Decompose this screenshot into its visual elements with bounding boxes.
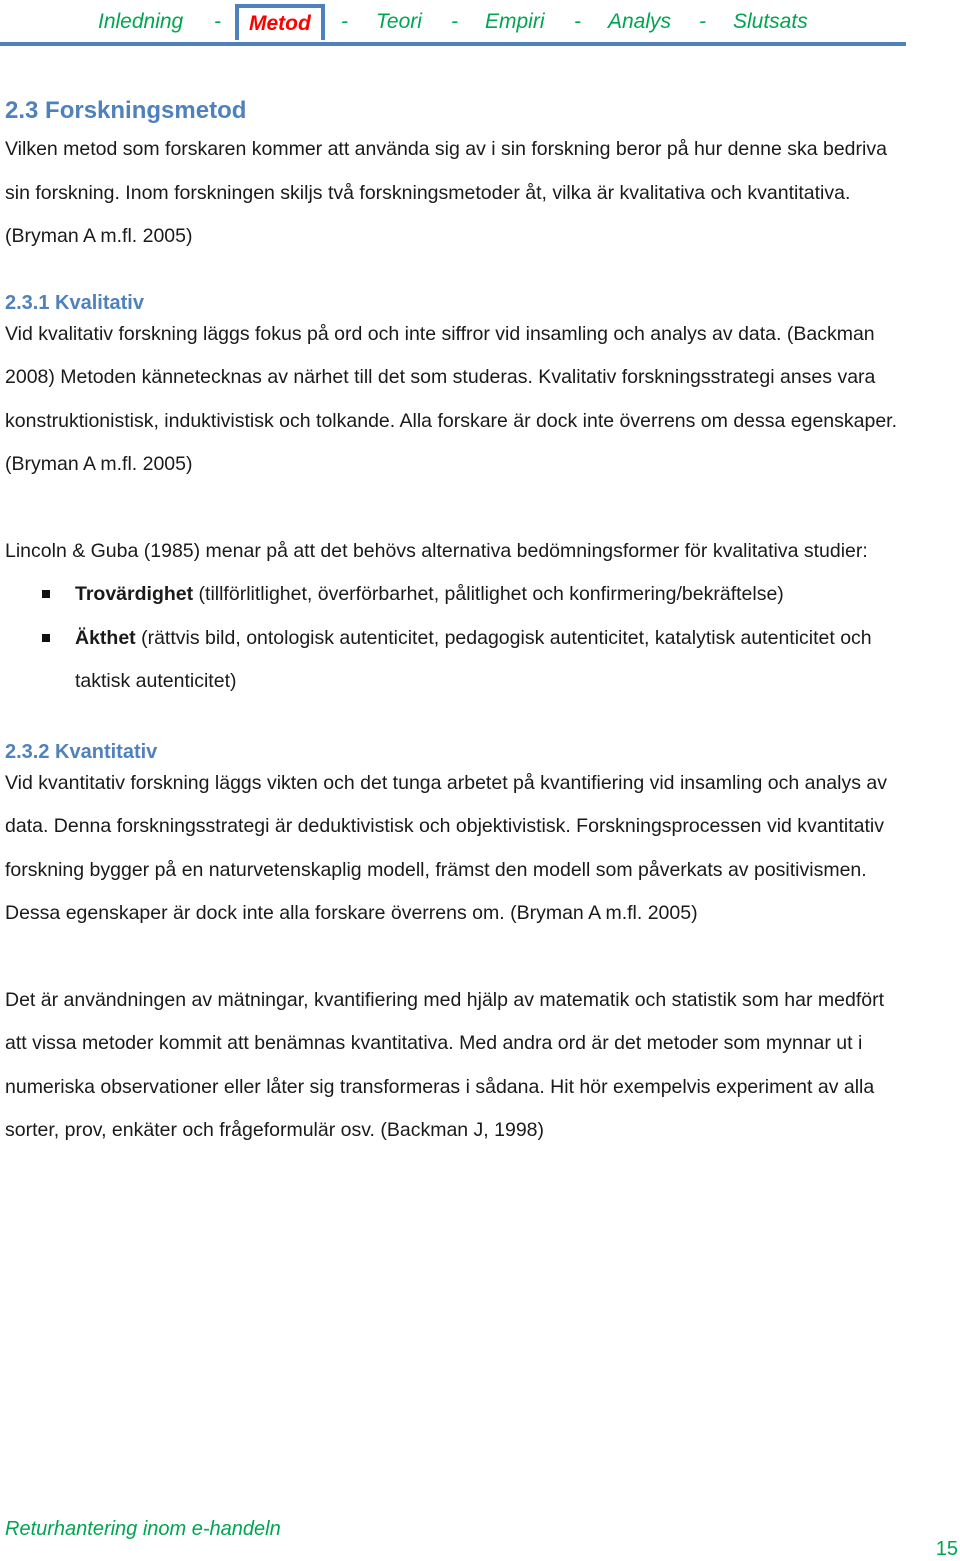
nav-separator: - — [451, 10, 458, 33]
page-number: 15 — [935, 1538, 958, 1560]
list-item-term: Äkthet — [75, 626, 136, 649]
criteria-list — [5, 573, 905, 704]
bullet-square-icon — [42, 634, 50, 642]
nav-item-analys[interactable]: Analys — [608, 10, 672, 33]
list-item-text: (tillförlitlighet, överförbarhet, pålitlighet och konfirmering/bekräftelse) — [193, 583, 784, 605]
list-item-term: Trovärdighet — [75, 583, 194, 605]
paragraph-forskningsmetod: Vilken metod som forskaren kommer att använda sig av i sin forskning beror på hur denne ska bedriva sin forskning. Inom forskningen skiljs två forskningsmetoder åt, vilka är kvalitativa och kvantitativa. (Bryman A m.fl. 2005) — [5, 138, 887, 247]
nav-item-metod[interactable]: Metod — [235, 4, 325, 40]
bullet-square-icon — [42, 590, 50, 598]
nav-item-slutsats[interactable]: Slutsats — [733, 10, 808, 33]
document-body — [5, 94, 905, 1153]
section-nav — [0, 0, 906, 46]
nav-separator: - — [574, 10, 581, 33]
nav-separator: - — [214, 10, 221, 33]
paragraph-kvalitativ-1: Vid kvalitativ forskning läggs fokus på ord och inte siffror vid insamling och analys av data. (Backman 2008) Metoden kännetecknas av närhet till det som studeras. Kvalitativ forskningsstrategi anses vara konstruktionistisk, induktivistisk och tolkande. Alla forskare är dock inte överrens om dessa egenskaper. (Bryman A m.fl. 2005) — [5, 322, 898, 475]
paragraph-kvalitativ-2: Lincoln & Guba (1985) menar på att det behövs alternativa bedömningsformer för kvalitativa studier: — [5, 539, 868, 562]
nav-separator: - — [699, 10, 706, 33]
list-item-text: (rättvis bild, ontologisk autenticitet, pedagogisk autenticitet, katalytisk autenticitet och taktisk autenticitet) — [75, 626, 872, 692]
paragraph-kvantitativ-1: Vid kvantitativ forskning läggs vikten och det tunga arbetet på kvantifiering vid insamling och analys av data. Denna forskningsstrategi är deduktivistisk och objektivistisk. Forskningsprocessen vid kvantitativ forskning bygger på en naturvetenskaplig modell, främst den modell som påverkats av positivismen. Dessa egenskaper är dock inte alla forskare överrens om. (Bryman A m.fl. 2005) — [5, 771, 887, 924]
paragraph-kvantitativ-2: Det är användningen av mätningar, kvantifiering med hjälp av matematik och statistik som har medfört att vissa metoder kommit att benämnas kvantitativa. Med andra ord är det metoder som mynnar ut i numeriska observationer eller låter sig transformeras i sådana. Hit hör exempelvis experiment av alla sorter, prov, enkäter och frågeformulär osv. (Backman J, 1998) — [5, 988, 885, 1141]
nav-separator: - — [341, 10, 348, 33]
nav-item-empiri[interactable]: Empiri — [485, 10, 545, 33]
nav-item-teori[interactable]: Teori — [376, 10, 422, 33]
footer-document-title: Returhantering inom e-handeln — [5, 1518, 281, 1540]
section-heading-forskningsmetod: 2.3 Forskningsmetod — [5, 97, 247, 124]
subsection-heading-kvantitativ: 2.3.2 Kvantitativ — [5, 740, 158, 763]
nav-item-inledning[interactable]: Inledning — [98, 10, 184, 33]
list-item — [75, 573, 905, 617]
list-item — [75, 617, 905, 704]
subsection-heading-kvalitativ: 2.3.1 Kvalitativ — [5, 291, 144, 314]
